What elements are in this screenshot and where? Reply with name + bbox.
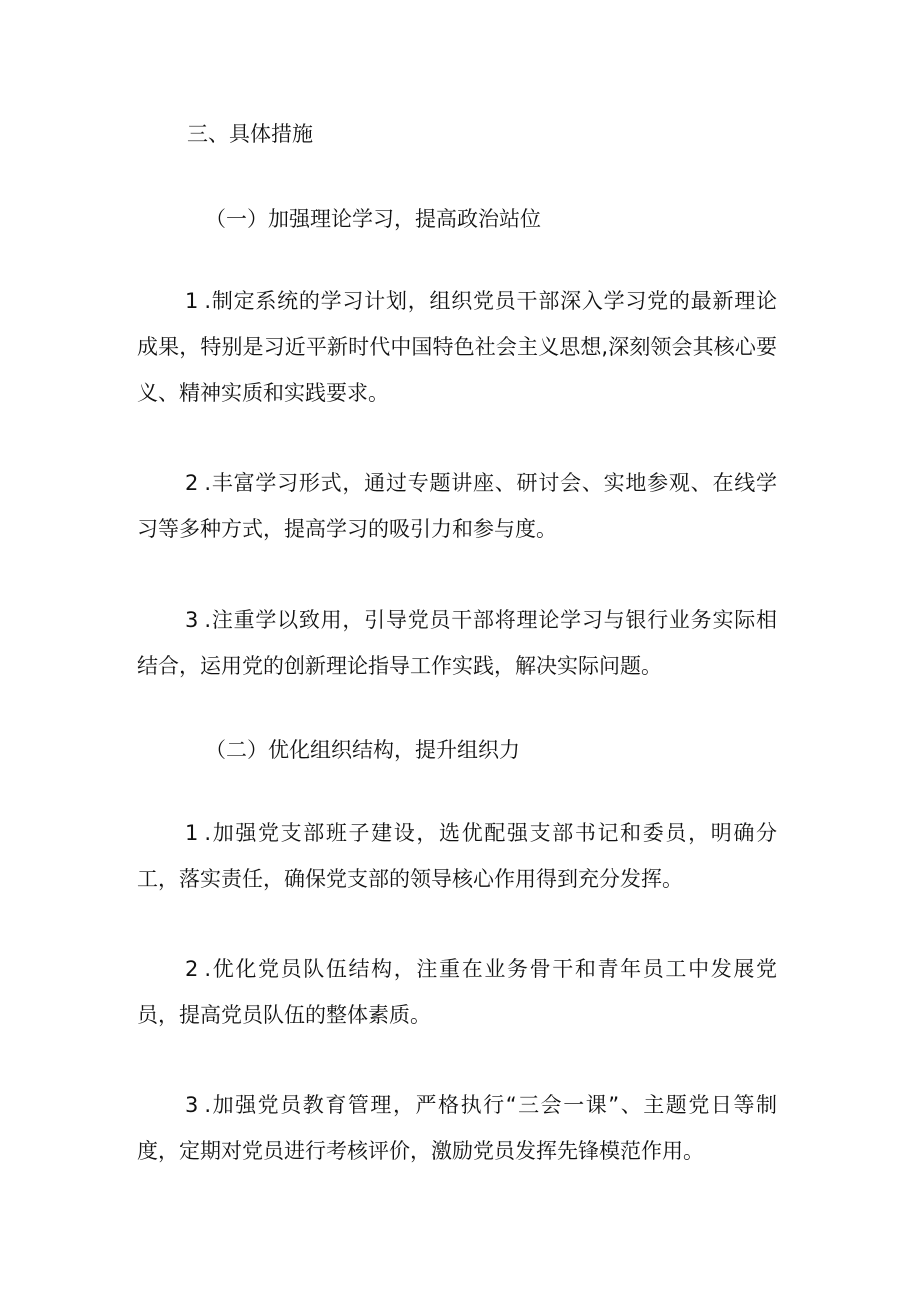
subsection-heading-1: （一）加强理论学习，提高政治站位 (205, 207, 541, 231)
paragraph-1-1 (137, 278, 777, 416)
item-text: .加强党员教育管理，严格执行“三会一课”、主题党日等制度，定期对党员进行考核评价，激励党员发挥先锋模范作用。 (137, 1093, 777, 1163)
paragraph-1-3 (137, 597, 777, 689)
item-number: 2 (185, 471, 205, 495)
item-number: 1 (185, 289, 205, 313)
item-number: 2 (185, 957, 205, 981)
paragraph-2-3 (137, 1082, 777, 1174)
subsection-heading-2: （二）优化组织结构，提升组织力 (205, 738, 520, 762)
item-text: .丰富学习形式，通过专题讲座、研讨会、实地参观、在线学习等多种方式，提高学习的吸引力和参与度。 (137, 471, 777, 541)
item-text: .制定系统的学习计划，组织党员干部深入学习党的最新理论成果，特别是习近平新时代中国特色社会主义思想,深刻领会其核心要义、精神实质和实践要求。 (137, 289, 777, 405)
paragraph-2-2 (137, 946, 777, 1038)
section-title: 三、具体措施 (187, 122, 313, 146)
item-number: 3 (185, 1093, 205, 1117)
paragraph-2-1 (137, 810, 777, 902)
item-text: .优化党员队伍结构，注重在业务骨干和青年员工中发展党员，提高党员队伍的整体素质。 (137, 957, 777, 1027)
item-text: .加强党支部班子建设，选优配强支部书记和委员，明确分工，落实责任，确保党支部的领导核心作用得到充分发挥。 (137, 821, 777, 891)
paragraph-1-2 (137, 460, 777, 552)
item-number: 3 (185, 608, 205, 632)
item-text: .注重学以致用，引导党员干部将理论学习与银行业务实际相结合，运用党的创新理论指导工作实践，解决实际问题。 (137, 608, 777, 678)
item-number: 1 (185, 821, 205, 845)
